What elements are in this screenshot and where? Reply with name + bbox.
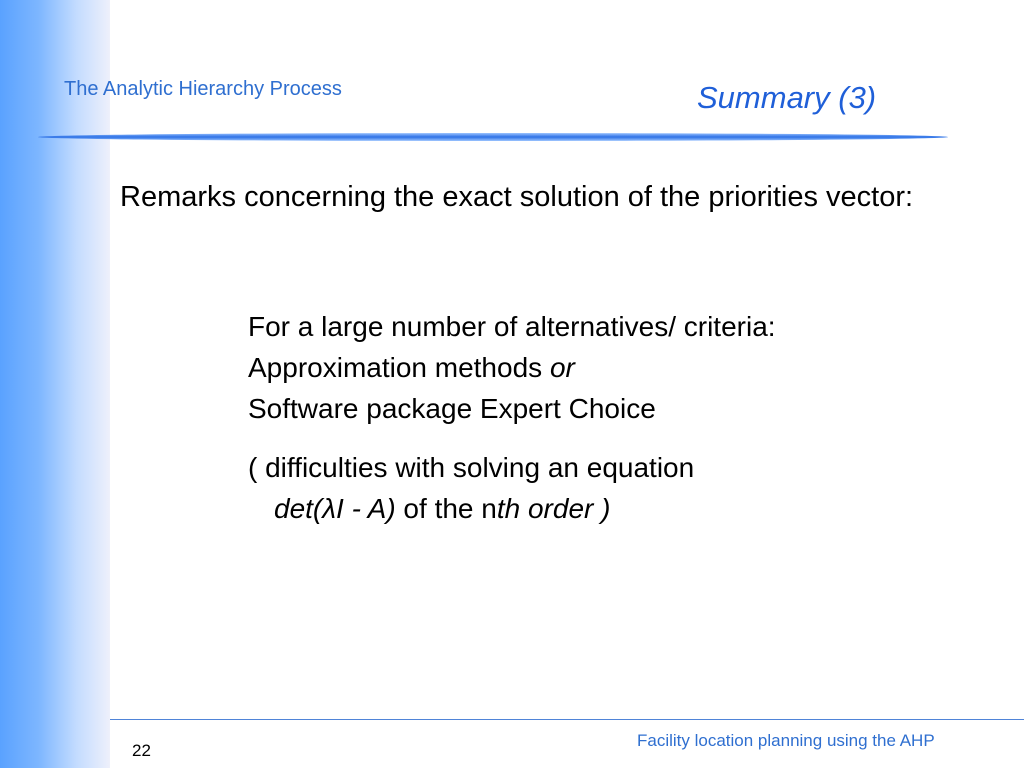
matrix-text: I - A) — [336, 493, 396, 524]
det-open-text: det( — [274, 493, 323, 524]
lambda-symbol: λ — [322, 493, 337, 524]
footer-divider — [110, 719, 1024, 720]
approximation-line — [248, 347, 776, 388]
difficulties-line: ( difficulties with solving an equation — [248, 452, 695, 483]
page-number: 22 — [132, 741, 151, 760]
equation-line — [248, 488, 776, 529]
details-block — [248, 306, 776, 529]
or-italic-text: or — [549, 352, 575, 383]
large-number-line: For a large number of alternatives/ criteria: — [248, 311, 776, 342]
sidebar-gradient — [0, 0, 110, 768]
order-text: th order ) — [496, 493, 611, 524]
footer-title: Facility location planning using the AHP — [637, 731, 935, 750]
header-divider — [38, 133, 948, 141]
main-remark: Remarks concerning the exact solution of the priorities vector: — [120, 181, 914, 213]
software-line: Software package Expert Choice — [248, 393, 656, 424]
of-the-text: of the n — [395, 493, 497, 524]
presentation-title: The Analytic Hierarchy Process — [64, 78, 342, 100]
spacing-gap — [248, 429, 776, 447]
slide-title: Summary (3) — [697, 80, 877, 115]
approximation-text: Approximation methods — [248, 352, 550, 383]
